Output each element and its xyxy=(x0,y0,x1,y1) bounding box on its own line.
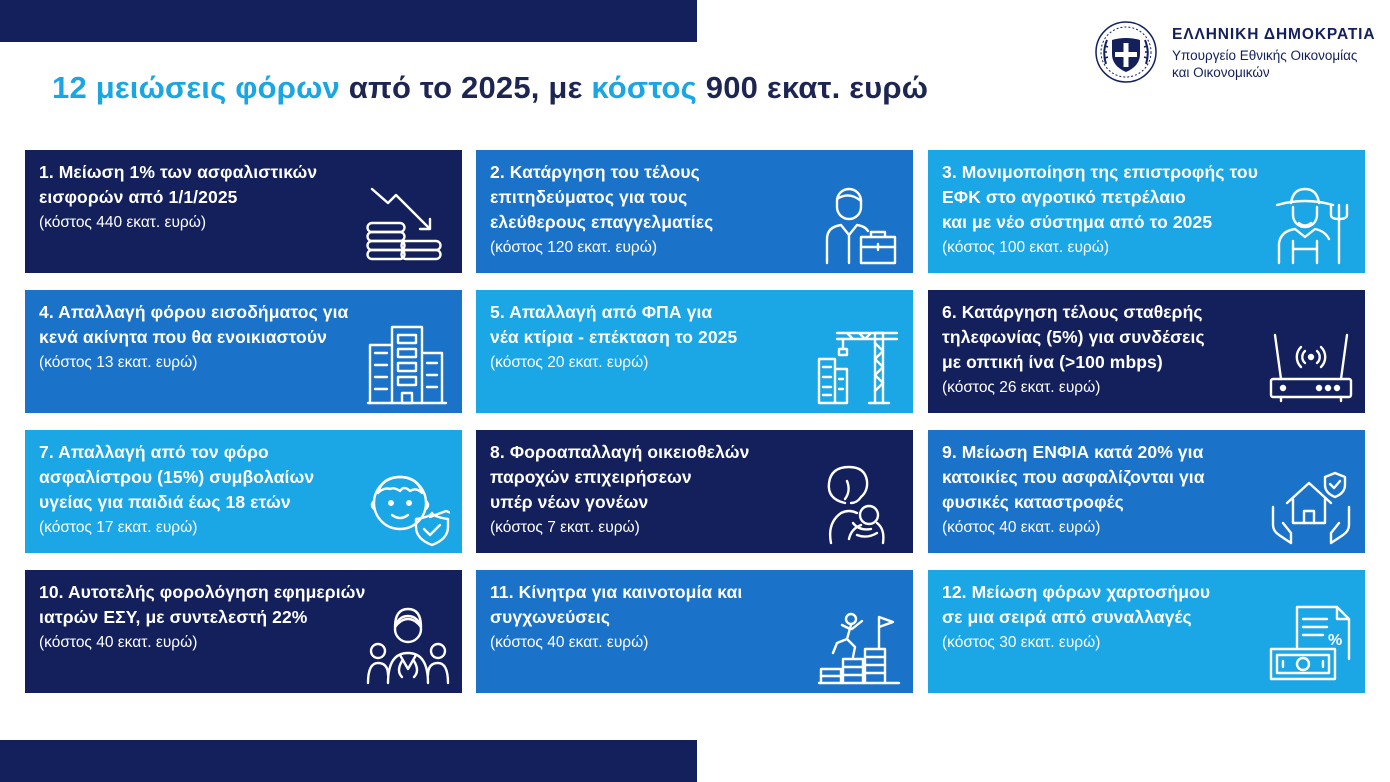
title-part-4: 900 εκατ. ευρώ xyxy=(696,70,929,105)
title-part-1: 12 μειώσεις φόρων xyxy=(52,70,340,105)
measure-title-line: κατοικίες που ασφαλίζονται για xyxy=(942,467,1205,487)
doctors-team-icon xyxy=(366,603,450,687)
measure-card-8 xyxy=(476,430,913,553)
child-shield-icon xyxy=(366,463,450,547)
measure-title-line: 2. Κατάργηση του τέλους xyxy=(490,162,700,182)
measure-text xyxy=(39,580,391,655)
wifi-router-icon xyxy=(1269,323,1353,407)
measure-card-3 xyxy=(928,150,1365,273)
page-title xyxy=(52,70,928,106)
measure-text xyxy=(39,160,391,235)
measure-title-line: 6. Κατάργηση τέλους σταθερής xyxy=(942,302,1203,322)
measure-title-line: 1. Μείωση 1% των ασφαλιστικών xyxy=(39,162,318,182)
banknote-document-icon xyxy=(1269,603,1353,687)
measure-title-line: 12. Μείωση φόρων χαρτοσήμου xyxy=(942,582,1211,602)
measure-text xyxy=(490,300,842,375)
measure-title-line: 3. Μονιμοποίηση της επιστροφής του xyxy=(942,162,1258,182)
measure-title-line: σε μια σειρά από συναλλαγές xyxy=(942,607,1192,627)
measure-title-line: τηλεφωνίας (5%) για συνδέσεις xyxy=(942,327,1205,347)
measure-title-line: 9. Μείωση ΕΝΦΙΑ κατά 20% για xyxy=(942,442,1204,462)
farmer-icon xyxy=(1269,183,1353,267)
apartment-building-icon xyxy=(366,323,450,407)
measure-cost: (κόστος 40 εκατ. ευρώ) xyxy=(39,634,198,651)
measure-cost: (κόστος 40 εκατ. ευρώ) xyxy=(942,519,1101,536)
measure-card-10 xyxy=(25,570,462,693)
measure-text xyxy=(942,300,1294,400)
measure-title-line: συγχωνεύσεις xyxy=(490,607,611,627)
measure-title-line: ελεύθερους επαγγελματίες xyxy=(490,212,714,232)
measure-title-line: υγείας για παιδιά έως 18 ετών xyxy=(39,492,291,512)
measure-text xyxy=(490,160,842,260)
measure-title-line: 5. Απαλλαγή από ΦΠΑ για xyxy=(490,302,713,322)
measure-cost: (κόστος 13 εκατ. ευρώ) xyxy=(39,354,198,371)
government-logo-block xyxy=(1094,20,1374,84)
measure-title-line: υπέρ νέων γονέων xyxy=(490,492,649,512)
measure-title-line: 8. Φοροαπαλλαγή οικειοθελών xyxy=(490,442,750,462)
insured-house-icon xyxy=(1269,463,1353,547)
top-decor-bar xyxy=(0,0,697,42)
construction-crane-icon xyxy=(817,323,901,407)
measure-cost: (κόστος 40 εκατ. ευρώ) xyxy=(490,634,649,651)
measure-title-line: ΕΦΚ στο αγροτικό πετρέλαιο xyxy=(942,187,1186,207)
measure-cost: (κόστος 100 εκατ. ευρώ) xyxy=(942,239,1110,256)
measure-card-11 xyxy=(476,570,913,693)
title-part-3: κόστος xyxy=(591,70,697,105)
measure-title-line: 11. Κίνητρα για καινοτομία και xyxy=(490,582,743,602)
measure-text xyxy=(942,580,1294,655)
measure-card-7 xyxy=(25,430,462,553)
measure-text xyxy=(39,300,391,375)
ministry-name xyxy=(1172,47,1357,81)
mother-baby-icon xyxy=(817,463,901,547)
measure-title-line: ασφαλίστρου (15%) συμβολαίων xyxy=(39,467,315,487)
measure-text xyxy=(490,440,842,540)
measure-card-9 xyxy=(928,430,1365,553)
measure-cost: (κόστος 120 εκατ. ευρώ) xyxy=(490,239,658,256)
professional-briefcase-icon xyxy=(817,183,901,267)
measure-text xyxy=(942,440,1294,540)
measure-card-1 xyxy=(25,150,462,273)
measure-cost: (κόστος 17 εκατ. ευρώ) xyxy=(39,519,198,536)
measure-title-line: παροχών επιχειρήσεων xyxy=(490,467,692,487)
measure-title-line: νέα κτίρια - επέκταση το 2025 xyxy=(490,327,738,347)
measure-text xyxy=(39,440,391,540)
measure-title-line: και με νέο σύστημα από το 2025 xyxy=(942,212,1213,232)
measure-title-line: με οπτική ίνα (>100 mbps) xyxy=(942,352,1163,372)
measure-cost: (κόστος 7 εκατ. ευρώ) xyxy=(490,519,640,536)
svg-text:%: % xyxy=(1328,632,1343,649)
measure-cost: (κόστος 20 εκατ. ευρώ) xyxy=(490,354,649,371)
measure-cost: (κόστος 26 εκατ. ευρώ) xyxy=(942,379,1101,396)
measure-title-line: 7. Απαλλαγή από τον φόρο xyxy=(39,442,269,462)
measure-title-line: επιτηδεύματος για τους xyxy=(490,187,688,207)
measure-cost: (κόστος 30 εκατ. ευρώ) xyxy=(942,634,1101,651)
measure-card-4 xyxy=(25,290,462,413)
measure-text xyxy=(942,160,1294,260)
measure-cost: (κόστος 440 εκατ. ευρώ) xyxy=(39,214,207,231)
measure-title-line: κενά ακίνητα που θα ενοικιαστούν xyxy=(39,327,327,347)
measure-card-2 xyxy=(476,150,913,273)
government-name: ΕΛΛΗΝΙΚΗ ΔΗΜΟΚΡΑΤΙΑ xyxy=(1172,26,1376,43)
measure-title-line: 10. Αυτοτελής φορολόγηση εφημεριών xyxy=(39,582,366,602)
measure-card-6 xyxy=(928,290,1365,413)
measure-title-line: ιατρών ΕΣΥ, με συντελεστή 22% xyxy=(39,607,308,627)
bottom-decor-bar xyxy=(0,740,697,782)
measure-card-12 xyxy=(928,570,1365,693)
measure-text xyxy=(490,580,842,655)
title-part-2: από το 2025, με xyxy=(339,70,592,105)
measure-title-line: φυσικές καταστροφές xyxy=(942,492,1124,512)
measure-title-line: 4. Απαλλαγή φόρου εισοδήματος για xyxy=(39,302,349,322)
ministry-line-2: και Οικονομικών xyxy=(1172,65,1270,80)
greek-coat-of-arms-icon xyxy=(1094,20,1158,84)
climbing-steps-flag-icon xyxy=(817,603,901,687)
measure-card-5 xyxy=(476,290,913,413)
ministry-line-1: Υπουργείο Εθνικής Οικονομίας xyxy=(1172,48,1358,63)
coins-down-arrow-icon xyxy=(366,183,450,267)
measure-title-line: εισφορών από 1/1/2025 xyxy=(39,187,238,207)
